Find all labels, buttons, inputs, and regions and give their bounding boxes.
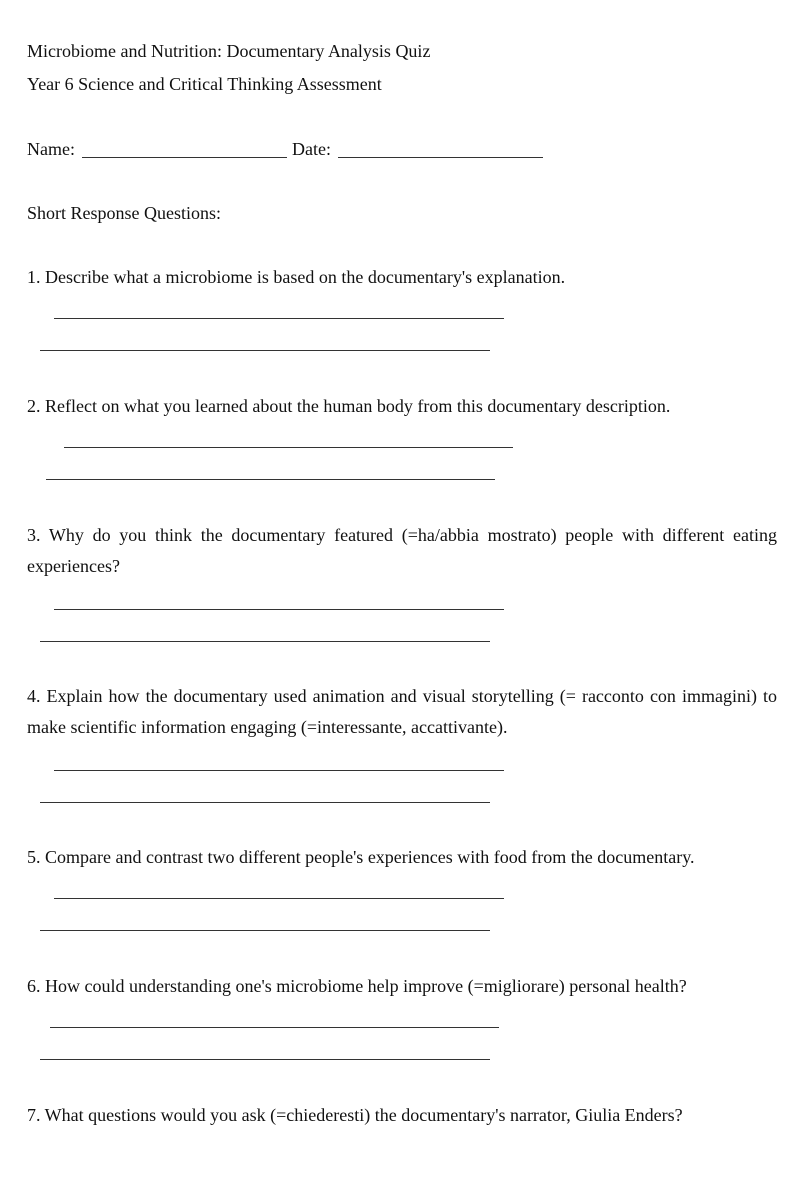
answer-line[interactable] <box>54 898 504 899</box>
date-label: Date: <box>292 139 331 159</box>
name-answer-line[interactable] <box>82 157 287 158</box>
answer-line[interactable] <box>54 609 504 610</box>
question-1: 1. Describe what a microbiome is based on the documentary's explanation. <box>27 267 566 287</box>
quiz-title: Microbiome and Nutrition: Documentary Analysis Quiz <box>27 41 431 61</box>
name-label: Name: <box>27 139 75 159</box>
answer-line[interactable] <box>40 350 490 351</box>
question-2: 2. Reflect on what you learned about the human body from this documentary description. <box>27 396 671 416</box>
question-5: 5. Compare and contrast two different people's experiences with food from the documentary. <box>27 847 695 867</box>
answer-line[interactable] <box>40 1059 490 1060</box>
answer-line[interactable] <box>50 1027 499 1028</box>
answer-line[interactable] <box>64 447 513 448</box>
question-3: 3. Why do you think the documentary featured (=ha/abbia mostrato) people with different eating experiences? <box>27 525 777 576</box>
answer-line[interactable] <box>40 930 490 931</box>
answer-line[interactable] <box>54 770 504 771</box>
answer-line[interactable] <box>46 479 495 480</box>
answer-line[interactable] <box>54 318 504 319</box>
question-4: 4. Explain how the documentary used animation and visual storytelling (= racconto con immagini) to make scientific information engaging (=interessante, accattivante). <box>27 686 777 737</box>
date-answer-line[interactable] <box>338 157 543 158</box>
answer-line[interactable] <box>40 641 490 642</box>
question-6: 6. How could understanding one's microbiome help improve (=migliorare) personal health? <box>27 976 687 996</box>
answer-line[interactable] <box>40 802 490 803</box>
section-title: Short Response Questions: <box>27 203 222 223</box>
question-7: 7. What questions would you ask (=chiederesti) the documentary's narrator, Giulia Enders? <box>27 1105 683 1125</box>
quiz-subtitle: Year 6 Science and Critical Thinking Assessment <box>27 74 382 94</box>
